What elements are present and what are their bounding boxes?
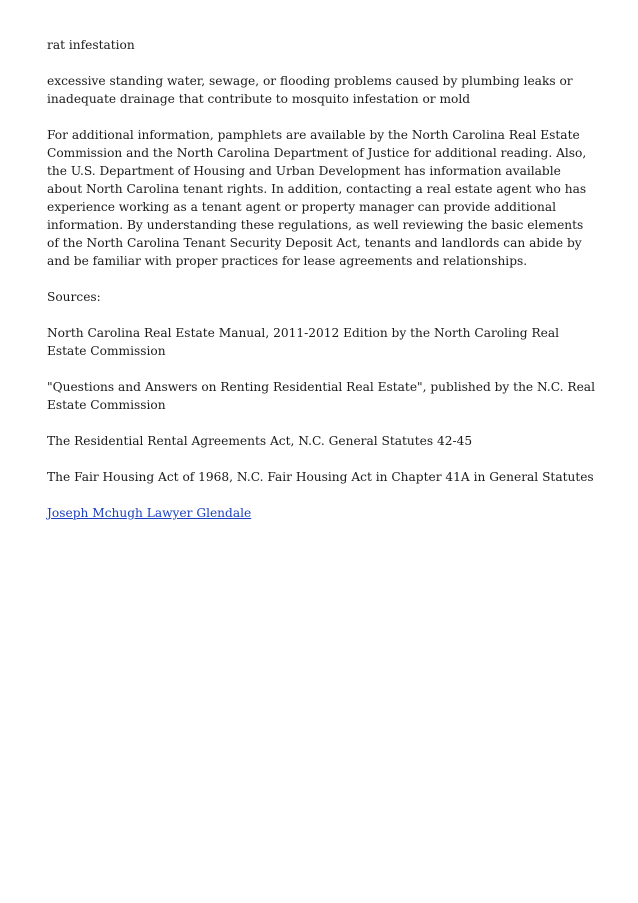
- lawyer-link[interactable]: Joseph Mchugh Lawyer Glendale: [47, 506, 252, 520]
- source-questions-and-answers: "Questions and Answers on Renting Residential Real Estate", published by the N.C. Real Estate Commission: [47, 380, 595, 412]
- source-nc-real-estate-manual: North Carolina Real Estate Manual, 2011-2012 Edition by the North Caroling Real Estate Commission: [47, 326, 560, 358]
- source-fair-housing-act: The Fair Housing Act of 1968, N.C. Fair Housing Act in Chapter 41A in General Statutes: [47, 470, 594, 484]
- source-residential-rental-agreements-act: The Residential Rental Agreements Act, N.C. General Statutes 42-45: [47, 434, 473, 448]
- document-body: [47, 36, 595, 540]
- additional-information-paragraph: For additional information, pamphlets are available by the North Carolina Real Estate Commission and the North Carolina Department of Justice for additional reading. Also, the U.S. Department of Housing and Urban Development has information available about North Carolina tenant rights. In addition, contacting a real estate agent who has experience working as a tenant agent or property manager can provide additional information. By understanding these regulations, as well reviewing the basic elements of the North Carolina Tenant Security Deposit Act, tenants and landlords can abide by and be familiar with proper practices for lease agreements and relationships.: [47, 128, 587, 268]
- list-item-rat-infestation: rat infestation: [47, 38, 135, 52]
- link-paragraph: [47, 504, 595, 522]
- sources-heading: Sources:: [47, 290, 101, 304]
- list-item-standing-water: excessive standing water, sewage, or flooding problems caused by plumbing leaks or inadequate drainage that contribute to mosquito infestation or mold: [47, 74, 573, 106]
